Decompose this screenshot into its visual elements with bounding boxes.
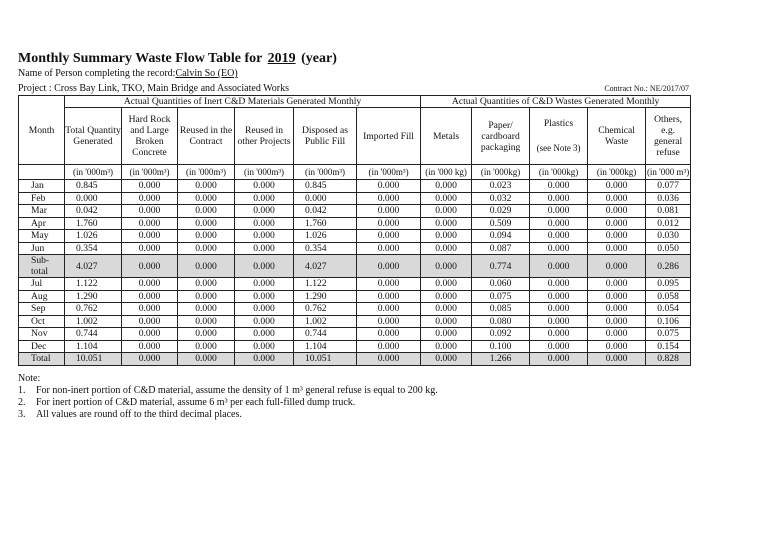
table-cell: 0.000 [588,290,646,303]
notes-heading: Note: [18,373,41,384]
note-text: All values are round off to the third decimal places. [36,409,242,420]
table-cell: 0.000 [530,278,588,291]
note-number: 3. [18,409,26,420]
table-cell: 0.354 [294,242,357,255]
table-cell: 0.000 [122,290,178,303]
table-cell: 0.000 [122,217,178,230]
table-cell: 1.266 [472,353,530,366]
table-cell: 0.000 [235,242,294,255]
table-row [19,180,691,193]
unit-cell: (in '000 kg) [421,165,472,180]
table-row [19,328,691,341]
table-cell: 0.000 [357,242,421,255]
table-cell: 0.094 [472,230,530,243]
table-cell: 0.000 [357,328,421,341]
table-cell: 0.000 [530,217,588,230]
table-cell: 0.000 [588,180,646,193]
table-cell: 0.000 [122,205,178,218]
table-cell: 0.000 [530,205,588,218]
table-cell: 0.000 [178,205,235,218]
col-metals: Metals [421,108,472,165]
table-cell: 0.000 [122,340,178,353]
table-cell: 0.000 [421,315,472,328]
table-cell: 0.000 [65,192,122,205]
table-cell: 10.051 [294,353,357,366]
project-line: Project : Cross Bay Link, TKO, Main Bridge and Associated Works [18,83,290,94]
col-plastics-note: (see Note 3) [536,143,581,153]
row-month: Feb [19,192,65,205]
table-cell: 0.000 [235,340,294,353]
table-row [19,255,691,278]
title-suffix: (year) [301,51,337,66]
notes-list [18,385,438,421]
table-cell: 0.000 [178,340,235,353]
col-hard-rock: Hard Rock and Large Broken Concrete [122,108,178,165]
table-cell: 0.000 [122,230,178,243]
contract-number: Contract No.: NE/2017/07 [604,84,689,93]
table-cell: 0.000 [178,242,235,255]
table-cell: 0.000 [588,340,646,353]
unit-cell: (in '000kg) [530,165,588,180]
table-cell: 0.000 [122,180,178,193]
table-cell: 0.000 [178,255,235,278]
col-reused-contract: Reused in the Contract [178,108,235,165]
row-month: May [19,230,65,243]
table-body [19,180,691,366]
table-cell: 0.060 [472,278,530,291]
table-cell: 0.509 [472,217,530,230]
table-cell: 0.000 [421,192,472,205]
table-cell: 0.000 [178,328,235,341]
table-cell: 0.000 [235,255,294,278]
table-row [19,290,691,303]
table-cell: 0.050 [646,242,691,255]
table-cell: 0.000 [588,315,646,328]
unit-cell: (in '000m³) [294,165,357,180]
table-cell: 0.000 [178,180,235,193]
table-cell: 0.000 [357,315,421,328]
col-imported: Imported Fill [357,108,421,165]
table-cell: 4.027 [65,255,122,278]
table-cell: 0.000 [588,217,646,230]
table-cell: 1.026 [65,230,122,243]
table-cell: 0.000 [530,242,588,255]
row-month: Mar [19,205,65,218]
table-cell: 0.087 [472,242,530,255]
table-cell: 1.290 [294,290,357,303]
col-paper: Paper/ cardboard packaging [472,108,530,165]
row-month: Total [19,353,65,366]
table-cell: 0.023 [472,180,530,193]
table-cell: 0.744 [294,328,357,341]
table-cell: 0.077 [646,180,691,193]
table-cell: 0.000 [421,255,472,278]
table-cell: 0.000 [530,192,588,205]
row-month: Jul [19,278,65,291]
col-total: Total Quantity Generated [65,108,122,165]
table-cell: 0.000 [357,340,421,353]
table-cell: 0.106 [646,315,691,328]
units-row [19,165,691,180]
table-cell: 0.092 [472,328,530,341]
table-cell: 0.000 [122,353,178,366]
table-cell: 4.027 [294,255,357,278]
row-month: Sep [19,303,65,316]
table-cell: 0.000 [421,217,472,230]
table-row [19,353,691,366]
group-inert-header: Actual Quantities of Inert C&D Materials Generated Monthly [65,96,421,108]
table-cell: 0.012 [646,217,691,230]
table-cell: 0.000 [122,255,178,278]
table-cell: 0.774 [472,255,530,278]
unit-cell: (in '000kg) [472,165,530,180]
table-row [19,278,691,291]
note-number: 1. [18,385,26,396]
table-cell: 0.000 [235,328,294,341]
table-cell: 0.000 [178,278,235,291]
unit-cell: (in '000kg) [588,165,646,180]
unit-cell: (in '000m³) [357,165,421,180]
table-cell: 1.026 [294,230,357,243]
table-row [19,303,691,316]
table-cell: 0.000 [122,192,178,205]
table-cell: 0.000 [530,353,588,366]
note-item [18,409,438,421]
table-cell: 0.000 [122,328,178,341]
table-cell: 0.000 [421,242,472,255]
table-cell: 0.000 [178,192,235,205]
table-cell: 1.760 [65,217,122,230]
unit-cell: (in '000m³) [235,165,294,180]
row-month: Aug [19,290,65,303]
table-cell: 0.036 [646,192,691,205]
table-cell: 0.000 [530,180,588,193]
table-cell: 0.828 [646,353,691,366]
table-cell: 0.000 [421,180,472,193]
table-cell: 0.000 [588,230,646,243]
table-cell: 0.032 [472,192,530,205]
table-cell: 0.000 [122,278,178,291]
unit-cell: (in '000m³) [65,165,122,180]
col-plastics-label: Plastics [543,118,574,129]
table-cell: 0.000 [530,255,588,278]
table-cell: 0.000 [178,353,235,366]
table-cell: 0.000 [530,315,588,328]
table-row [19,242,691,255]
table-cell: 0.744 [65,328,122,341]
table-cell: 1.104 [65,340,122,353]
table-cell: 0.000 [235,192,294,205]
table-cell: 0.042 [65,205,122,218]
table-cell: 0.000 [235,180,294,193]
table-cell: 0.000 [357,217,421,230]
table-cell: 0.154 [646,340,691,353]
table-cell: 0.000 [421,303,472,316]
table-cell: 0.000 [235,278,294,291]
table-row [19,230,691,243]
col-month: Month [19,96,65,165]
table-cell: 0.075 [472,290,530,303]
table-cell: 0.000 [588,328,646,341]
table-cell: 0.000 [530,340,588,353]
table-cell: 0.000 [530,303,588,316]
table-cell: 0.085 [472,303,530,316]
notes-section [18,373,438,421]
table-cell: 0.000 [357,192,421,205]
table-cell: 0.080 [472,315,530,328]
title-year: 2019 [267,51,296,66]
col-reused-other: Reused in other Projects [235,108,294,165]
row-month: Dec [19,340,65,353]
table-cell: 0.000 [235,230,294,243]
table-cell: 0.000 [421,205,472,218]
table-cell: 0.000 [588,303,646,316]
table-cell: 0.000 [235,205,294,218]
unit-cell: (in '000m³) [122,165,178,180]
table-cell: 0.000 [530,328,588,341]
note-item [18,397,438,409]
row-month: Apr [19,217,65,230]
waste-flow-table [18,95,691,366]
table-cell: 0.762 [294,303,357,316]
table-cell: 0.000 [178,315,235,328]
table-cell: 0.030 [646,230,691,243]
table-cell: 1.002 [294,315,357,328]
table-cell: 0.000 [588,242,646,255]
table-cell: 0.000 [588,278,646,291]
table-cell: 0.000 [357,353,421,366]
row-month: Oct [19,315,65,328]
person-label: Name of Person completing the record: [18,68,176,79]
report-title [18,51,337,67]
table-cell: 0.000 [235,303,294,316]
table-cell: 0.095 [646,278,691,291]
table-cell: 0.000 [178,217,235,230]
table-cell: 0.000 [178,303,235,316]
table-cell: 1.104 [294,340,357,353]
table-cell: 0.000 [588,353,646,366]
col-others: Others, e.g. general refuse [646,108,691,165]
table-cell: 0.081 [646,205,691,218]
title-prefix: Monthly Summary Waste Flow Table for [18,51,263,66]
group-waste-header: Actual Quantities of C&D Wastes Generated Monthly [421,96,691,108]
table-cell: 0.000 [421,230,472,243]
unit-cell: (in '000 m³) [646,165,691,180]
table-cell: 0.000 [588,192,646,205]
table-cell: 0.000 [588,255,646,278]
table-row [19,315,691,328]
unit-cell: (in '000m³) [178,165,235,180]
table-cell: 0.029 [472,205,530,218]
table-cell: 0.000 [178,230,235,243]
table-cell: 0.000 [421,278,472,291]
table-cell: 0.000 [235,353,294,366]
table-cell: 0.058 [646,290,691,303]
table-cell: 0.000 [357,255,421,278]
table-cell: 0.762 [65,303,122,316]
col-chemical: Chemical Waste [588,108,646,165]
table-cell: 0.000 [421,290,472,303]
table-cell: 1.760 [294,217,357,230]
table-cell: 0.000 [421,340,472,353]
table-cell: 0.000 [235,315,294,328]
table-cell: 0.000 [357,303,421,316]
table-cell: 0.000 [122,303,178,316]
table-cell: 0.845 [65,180,122,193]
table-cell: 0.000 [294,192,357,205]
table-cell: 0.000 [421,353,472,366]
table-cell: 0.000 [357,290,421,303]
table-cell: 0.075 [646,328,691,341]
table-cell: 0.000 [421,328,472,341]
table-cell: 0.000 [235,217,294,230]
table-cell: 0.286 [646,255,691,278]
note-number: 2. [18,397,26,408]
table-row [19,340,691,353]
person-value: Calvin So (EO) [175,68,238,79]
person-line [18,68,238,79]
row-month: Nov [19,328,65,341]
note-item [18,385,438,397]
table-cell: 0.000 [122,315,178,328]
table-row [19,205,691,218]
table-cell: 0.000 [178,290,235,303]
table-cell: 0.000 [357,278,421,291]
table-cell: 0.000 [357,205,421,218]
col-plastics [530,108,588,165]
table-cell: 0.042 [294,205,357,218]
table-cell: 0.000 [588,205,646,218]
table-cell: 1.002 [65,315,122,328]
table-cell: 1.290 [65,290,122,303]
table-cell: 0.354 [65,242,122,255]
table-cell: 0.000 [357,180,421,193]
table-row [19,192,691,205]
table-cell: 1.122 [294,278,357,291]
table-cell: 0.000 [357,230,421,243]
note-text: For inert portion of C&D material, assume 6 m³ per each full-filled dump truck. [36,397,356,408]
col-disposed: Disposed as Public Fill [294,108,357,165]
table-cell: 0.000 [122,242,178,255]
table-cell: 0.054 [646,303,691,316]
unit-month-blank [19,165,65,180]
table-cell: 1.122 [65,278,122,291]
table-cell: 10.051 [65,353,122,366]
table-cell: 0.100 [472,340,530,353]
table-cell: 0.000 [530,290,588,303]
note-text: For non-inert portion of C&D material, assume the density of 1 m³ general refuse is equal to 200 kg. [36,385,438,396]
table-cell: 0.000 [235,290,294,303]
row-month: Sub-total [19,255,65,278]
row-month: Jun [19,242,65,255]
table-row [19,217,691,230]
row-month: Jan [19,180,65,193]
table-cell: 0.845 [294,180,357,193]
table-cell: 0.000 [530,230,588,243]
